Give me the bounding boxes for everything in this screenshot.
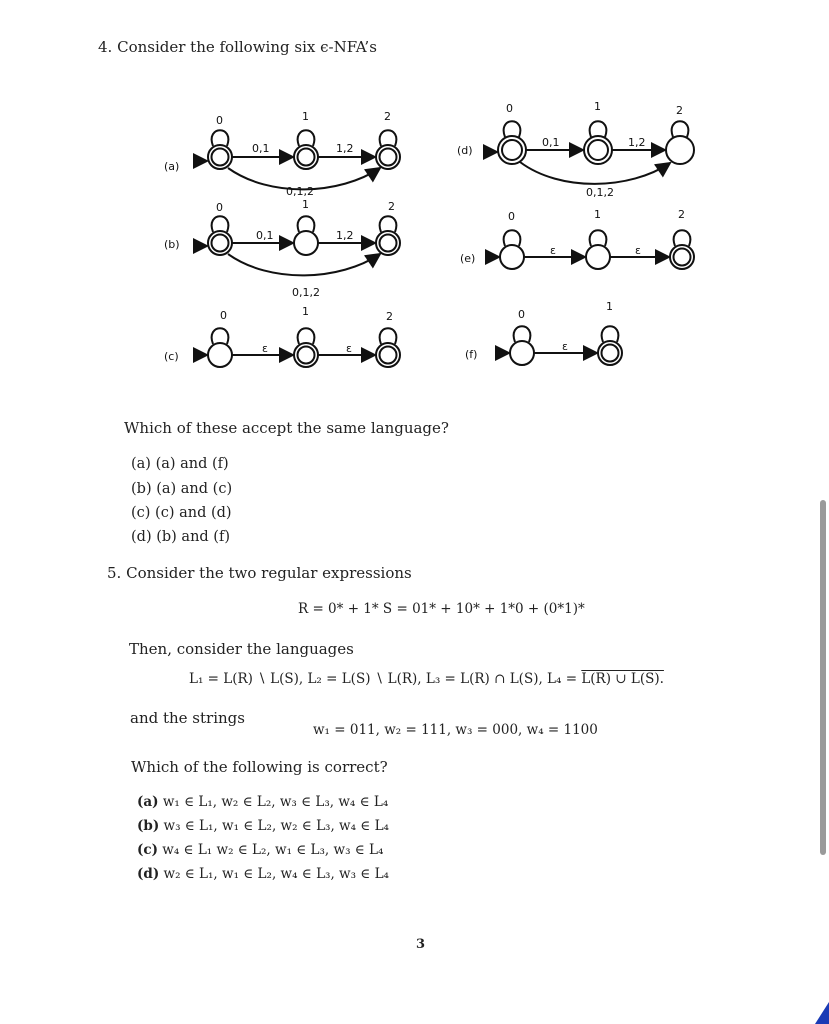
e-loop-2: 2 <box>678 208 685 221</box>
q5-option-c[interactable] <box>137 841 383 859</box>
option-label: (d) <box>137 866 160 882</box>
option-text: w₃ ∈ L₁, w₁ ∈ L₂, w₂ ∈ L₃, w₄ ∈ L₄ <box>163 818 389 834</box>
option-label: (c) <box>131 505 151 521</box>
d-loop-1: 1 <box>594 100 601 113</box>
q5-strings: w₁ = 011, w₂ = 111, w₃ = 000, w₄ = 1100 <box>313 722 598 738</box>
c-loop-0: 0 <box>220 309 227 322</box>
f-loop-0: 0 <box>518 308 525 321</box>
q5-option-a[interactable] <box>137 793 388 811</box>
option-text: w₂ ∈ L₁, w₁ ∈ L₂, w₄ ∈ L₃, w₃ ∈ L₄ <box>163 866 389 882</box>
q4-heading <box>98 38 377 56</box>
b-loop-1: 1 <box>302 198 309 211</box>
q5-then: Then, consider the languages <box>129 640 354 658</box>
page-number: 3 <box>416 937 426 952</box>
option-label: (a) <box>131 456 151 472</box>
q4-option-d[interactable] <box>131 528 230 546</box>
option-text: (b) and (f) <box>156 529 230 545</box>
languages-complement: L(R) ∪ L(S). <box>581 671 664 687</box>
a-loop-1: 1 <box>302 110 309 123</box>
d-bypass: 0,1,2 <box>586 186 614 199</box>
q4-number: 4. <box>98 38 113 56</box>
q5-question: Which of the following is correct? <box>131 758 388 776</box>
option-text: (a) and (f) <box>155 456 229 472</box>
label-b: (b) <box>164 238 180 251</box>
label-f: (f) <box>465 348 478 361</box>
automaton-f <box>498 326 622 365</box>
option-text: w₄ ∈ L₁ w₂ ∈ L₂, w₁ ∈ L₃, w₃ ∈ L₄ <box>162 842 384 858</box>
label-e: (e) <box>460 252 476 265</box>
option-text: (a) and (c) <box>156 481 233 497</box>
q5-option-d[interactable] <box>137 865 389 883</box>
b-edge-1: 0,1 <box>256 229 274 242</box>
q5-prompt: Consider the two regular expressions <box>126 564 412 582</box>
option-text: w₁ ∈ L₁, w₂ ∈ L₂, w₃ ∈ L₃, w₄ ∈ L₄ <box>162 794 389 810</box>
q4-question: Which of these accept the same language? <box>124 419 449 437</box>
q5-regex: R = 0* + 1* S = 01* + 10* + 1*0 + (0*1)* <box>298 601 585 617</box>
label-a: (a) <box>164 160 180 173</box>
a-edge-1: 0,1 <box>252 142 270 155</box>
q5-option-b[interactable] <box>137 817 389 835</box>
b-edge-2: 1,2 <box>336 229 354 242</box>
b-loop-0: 0 <box>216 201 223 214</box>
q4-prompt: Consider the following six ϵ-NFA’s <box>117 38 377 56</box>
d-loop-0: 0 <box>506 102 513 115</box>
corner-marker <box>815 1002 829 1024</box>
a-loop-0: 0 <box>216 114 223 127</box>
automaton-b <box>194 216 400 275</box>
a-loop-2: 2 <box>384 110 391 123</box>
option-label: (d) <box>131 529 152 545</box>
automaton-d <box>486 121 694 184</box>
d-edge-2: 1,2 <box>628 136 646 149</box>
option-label: (c) <box>137 842 158 858</box>
c-loop-2: 2 <box>386 310 393 323</box>
automaton-e <box>486 230 694 269</box>
a-bypass: 0,1,2 <box>286 185 314 198</box>
q5-languages <box>189 670 664 688</box>
automaton-a <box>194 130 400 189</box>
q5-heading <box>107 564 412 582</box>
c-loop-1: 1 <box>302 305 309 318</box>
q5-strings-label: and the strings <box>130 709 245 727</box>
b-bypass: 0,1,2 <box>292 286 320 299</box>
enfa-diagrams <box>150 100 720 385</box>
e-edge-1: ε <box>550 244 556 257</box>
languages-text: L₁ = L(R) ∖ L(S), L₂ = L(S) ∖ L(R), L₃ = L(R) ∩ L(S), L₄ = <box>189 671 582 687</box>
option-label: (a) <box>137 794 159 810</box>
option-label: (b) <box>137 818 160 834</box>
q4-option-b[interactable] <box>131 480 232 498</box>
b-loop-2: 2 <box>388 200 395 213</box>
automaton-c <box>194 328 400 367</box>
option-label: (b) <box>131 481 152 497</box>
c-edge-1: ε <box>262 342 268 355</box>
option-text: (c) and (d) <box>155 505 232 521</box>
d-edge-1: 0,1 <box>542 136 560 149</box>
f-edge-1: ε <box>562 340 568 353</box>
e-loop-1: 1 <box>594 208 601 221</box>
a-edge-2: 1,2 <box>336 142 354 155</box>
f-loop-1: 1 <box>606 300 613 313</box>
e-edge-2: ε <box>635 244 641 257</box>
q5-number: 5. <box>107 564 122 582</box>
e-loop-0: 0 <box>508 210 515 223</box>
q4-option-c[interactable] <box>131 504 232 522</box>
d-loop-2: 2 <box>676 104 683 117</box>
label-c: (c) <box>164 350 179 363</box>
q4-option-a[interactable] <box>131 455 229 473</box>
vertical-scrollbar[interactable] <box>820 500 826 855</box>
c-edge-2: ε <box>346 342 352 355</box>
label-d: (d) <box>457 144 473 157</box>
